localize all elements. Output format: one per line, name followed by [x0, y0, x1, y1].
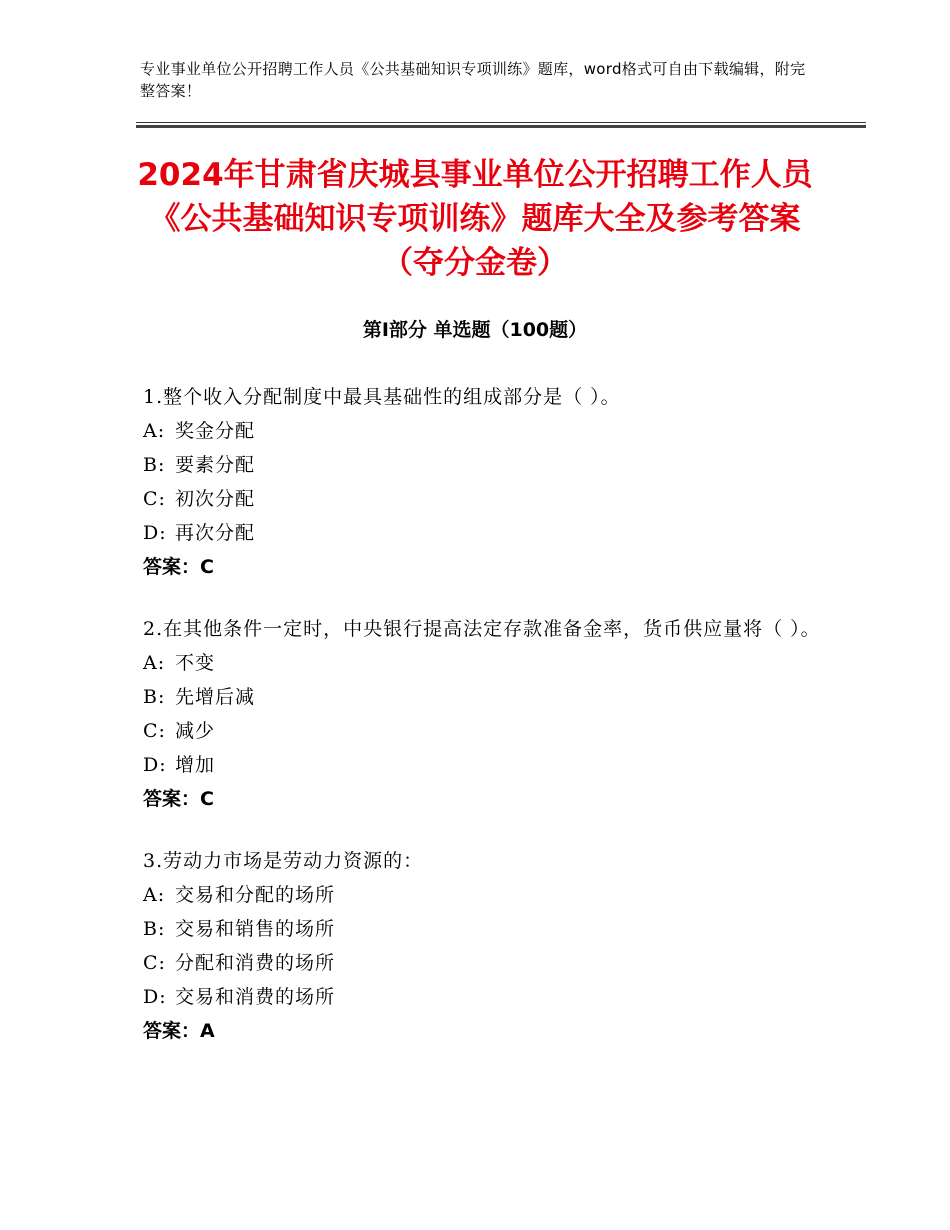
option-text: 交易和消费的场所 [175, 986, 336, 1008]
option-key: A: [143, 652, 166, 674]
header-rule-thin [136, 122, 866, 123]
option-key: C: [143, 952, 166, 974]
option-key: C: [143, 720, 166, 742]
option-d [143, 516, 823, 550]
question-3 [143, 844, 823, 1048]
option-key: A: [143, 420, 166, 442]
option-b [143, 680, 823, 714]
answer: 答案：C [143, 556, 214, 578]
option-key: B: [143, 454, 166, 476]
option-key: B: [143, 686, 166, 708]
option-a [143, 646, 823, 680]
option-key: D: [143, 522, 167, 544]
option-d [143, 748, 823, 782]
question-1 [143, 380, 823, 584]
option-b [143, 912, 823, 946]
option-b [143, 448, 823, 482]
header-rule-thick [136, 125, 866, 128]
question-2 [143, 612, 823, 816]
option-d [143, 980, 823, 1014]
option-a [143, 878, 823, 912]
option-c [143, 482, 823, 516]
option-text: 初次分配 [175, 488, 256, 510]
option-text: 要素分配 [175, 454, 256, 476]
option-text: 分配和消费的场所 [175, 952, 336, 974]
option-text: 奖金分配 [175, 420, 256, 442]
answer: 答案：C [143, 788, 214, 810]
option-key: A: [143, 884, 166, 906]
option-c [143, 714, 823, 748]
option-text: 先增后减 [175, 686, 256, 708]
question-text: 1.整个收入分配制度中最具基础性的组成部分是（ ）。 [143, 386, 621, 408]
option-key: D: [143, 986, 167, 1008]
option-text: 增加 [175, 754, 216, 776]
header-note: 专业事业单位公开招聘工作人员《公共基础知识专项训练》题库，word格式可自由下载编辑，附完整答案！ [140, 60, 806, 100]
document-title: 2024年甘肃省庆城县事业单位公开招聘工作人员《公共基础知识专项训练》题库大全及参考答案（夺分金卷） [137, 157, 813, 281]
option-key: D: [143, 754, 167, 776]
option-text: 再次分配 [175, 522, 256, 544]
option-a [143, 414, 823, 448]
option-key: B: [143, 918, 166, 940]
question-list [143, 380, 823, 1076]
question-text: 3.劳动力市场是劳动力资源的： [143, 850, 424, 872]
question-text: 2.在其他条件一定时，中央银行提高法定存款准备金率，货币供应量将（ ）。 [143, 618, 821, 640]
option-c [143, 946, 823, 980]
option-text: 交易和分配的场所 [175, 884, 336, 906]
option-text: 交易和销售的场所 [175, 918, 336, 940]
option-text: 减少 [175, 720, 216, 742]
answer: 答案：A [143, 1020, 215, 1042]
option-text: 不变 [175, 652, 216, 674]
option-key: C: [143, 488, 166, 510]
section-title: 第Ⅰ部分 单选题（100题） [362, 319, 588, 341]
